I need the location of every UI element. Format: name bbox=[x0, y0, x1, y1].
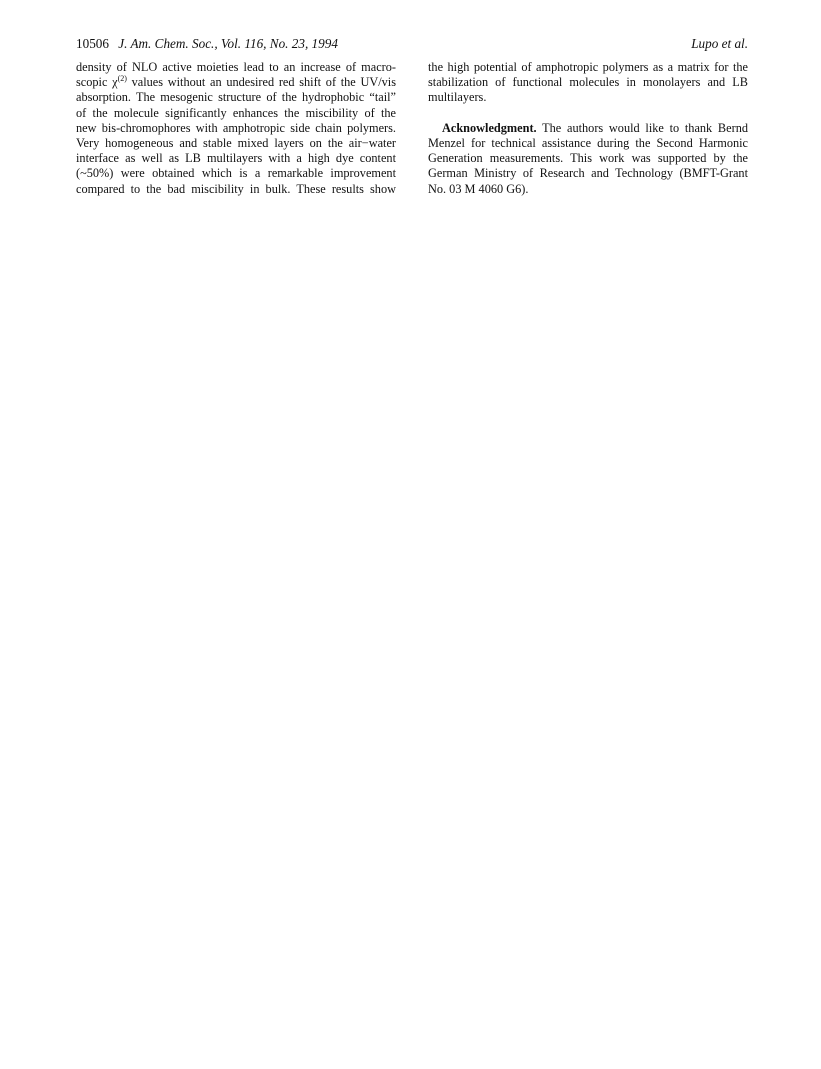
text-line: new bis-chromophores with amphotropic side chain polymers. bbox=[76, 120, 396, 135]
journal-citation: J. Am. Chem. Soc., Vol. 116, No. 23, 1994 bbox=[118, 36, 338, 51]
text-line: German Ministry of Research and Technology (BMFT-Grant bbox=[428, 166, 748, 181]
text-line-rest: values without an undesired red shift of the UV/vis bbox=[131, 75, 396, 90]
paragraph-spacer bbox=[428, 106, 748, 121]
text-line: No. 03 M 4060 G6). bbox=[428, 181, 529, 196]
text-line: absorption. The mesogenic structure of the hydrophobic “tail” bbox=[76, 90, 396, 105]
text-line-chi bbox=[76, 75, 396, 90]
running-header bbox=[76, 34, 748, 54]
text-line: Menzel for technical assistance during the Second Harmonic bbox=[428, 135, 748, 150]
text-line: stabilization of functional molecules in monolayers and LB bbox=[428, 75, 748, 90]
chi-symbol-text: scopic χ bbox=[76, 75, 118, 90]
acknowledgment-first-line bbox=[428, 121, 748, 136]
header-left bbox=[76, 34, 338, 54]
text-line: (~50%) were obtained which is a remarkable improvement bbox=[76, 166, 396, 181]
text-line: Very homogeneous and stable mixed layers on the air−water bbox=[76, 135, 396, 150]
text-line: the high potential of amphotropic polymers as a matrix for the bbox=[428, 60, 748, 74]
acknowledgment-heading: Acknowledgment. bbox=[442, 120, 537, 135]
right-column bbox=[428, 60, 748, 197]
chi-superscript: (2) bbox=[117, 74, 127, 84]
text-line: of the molecule significantly enhances the miscibility of the bbox=[76, 105, 396, 120]
text-line: density of NLO active moieties lead to an increase of macro- bbox=[76, 60, 396, 74]
page-number: 10506 bbox=[76, 36, 109, 51]
text-line: interface as well as LB multilayers with a high dye content bbox=[76, 151, 396, 166]
acknowledgment-text: The authors would like to thank Bernd bbox=[542, 120, 748, 135]
text-line: multilayers. bbox=[428, 90, 487, 105]
header-authors: Lupo et al. bbox=[691, 36, 748, 51]
text-line: Generation measurements. This work was supported by the bbox=[428, 151, 748, 166]
left-column bbox=[76, 60, 396, 197]
text-line: compared to the bad miscibility in bulk. These results show bbox=[76, 181, 396, 196]
